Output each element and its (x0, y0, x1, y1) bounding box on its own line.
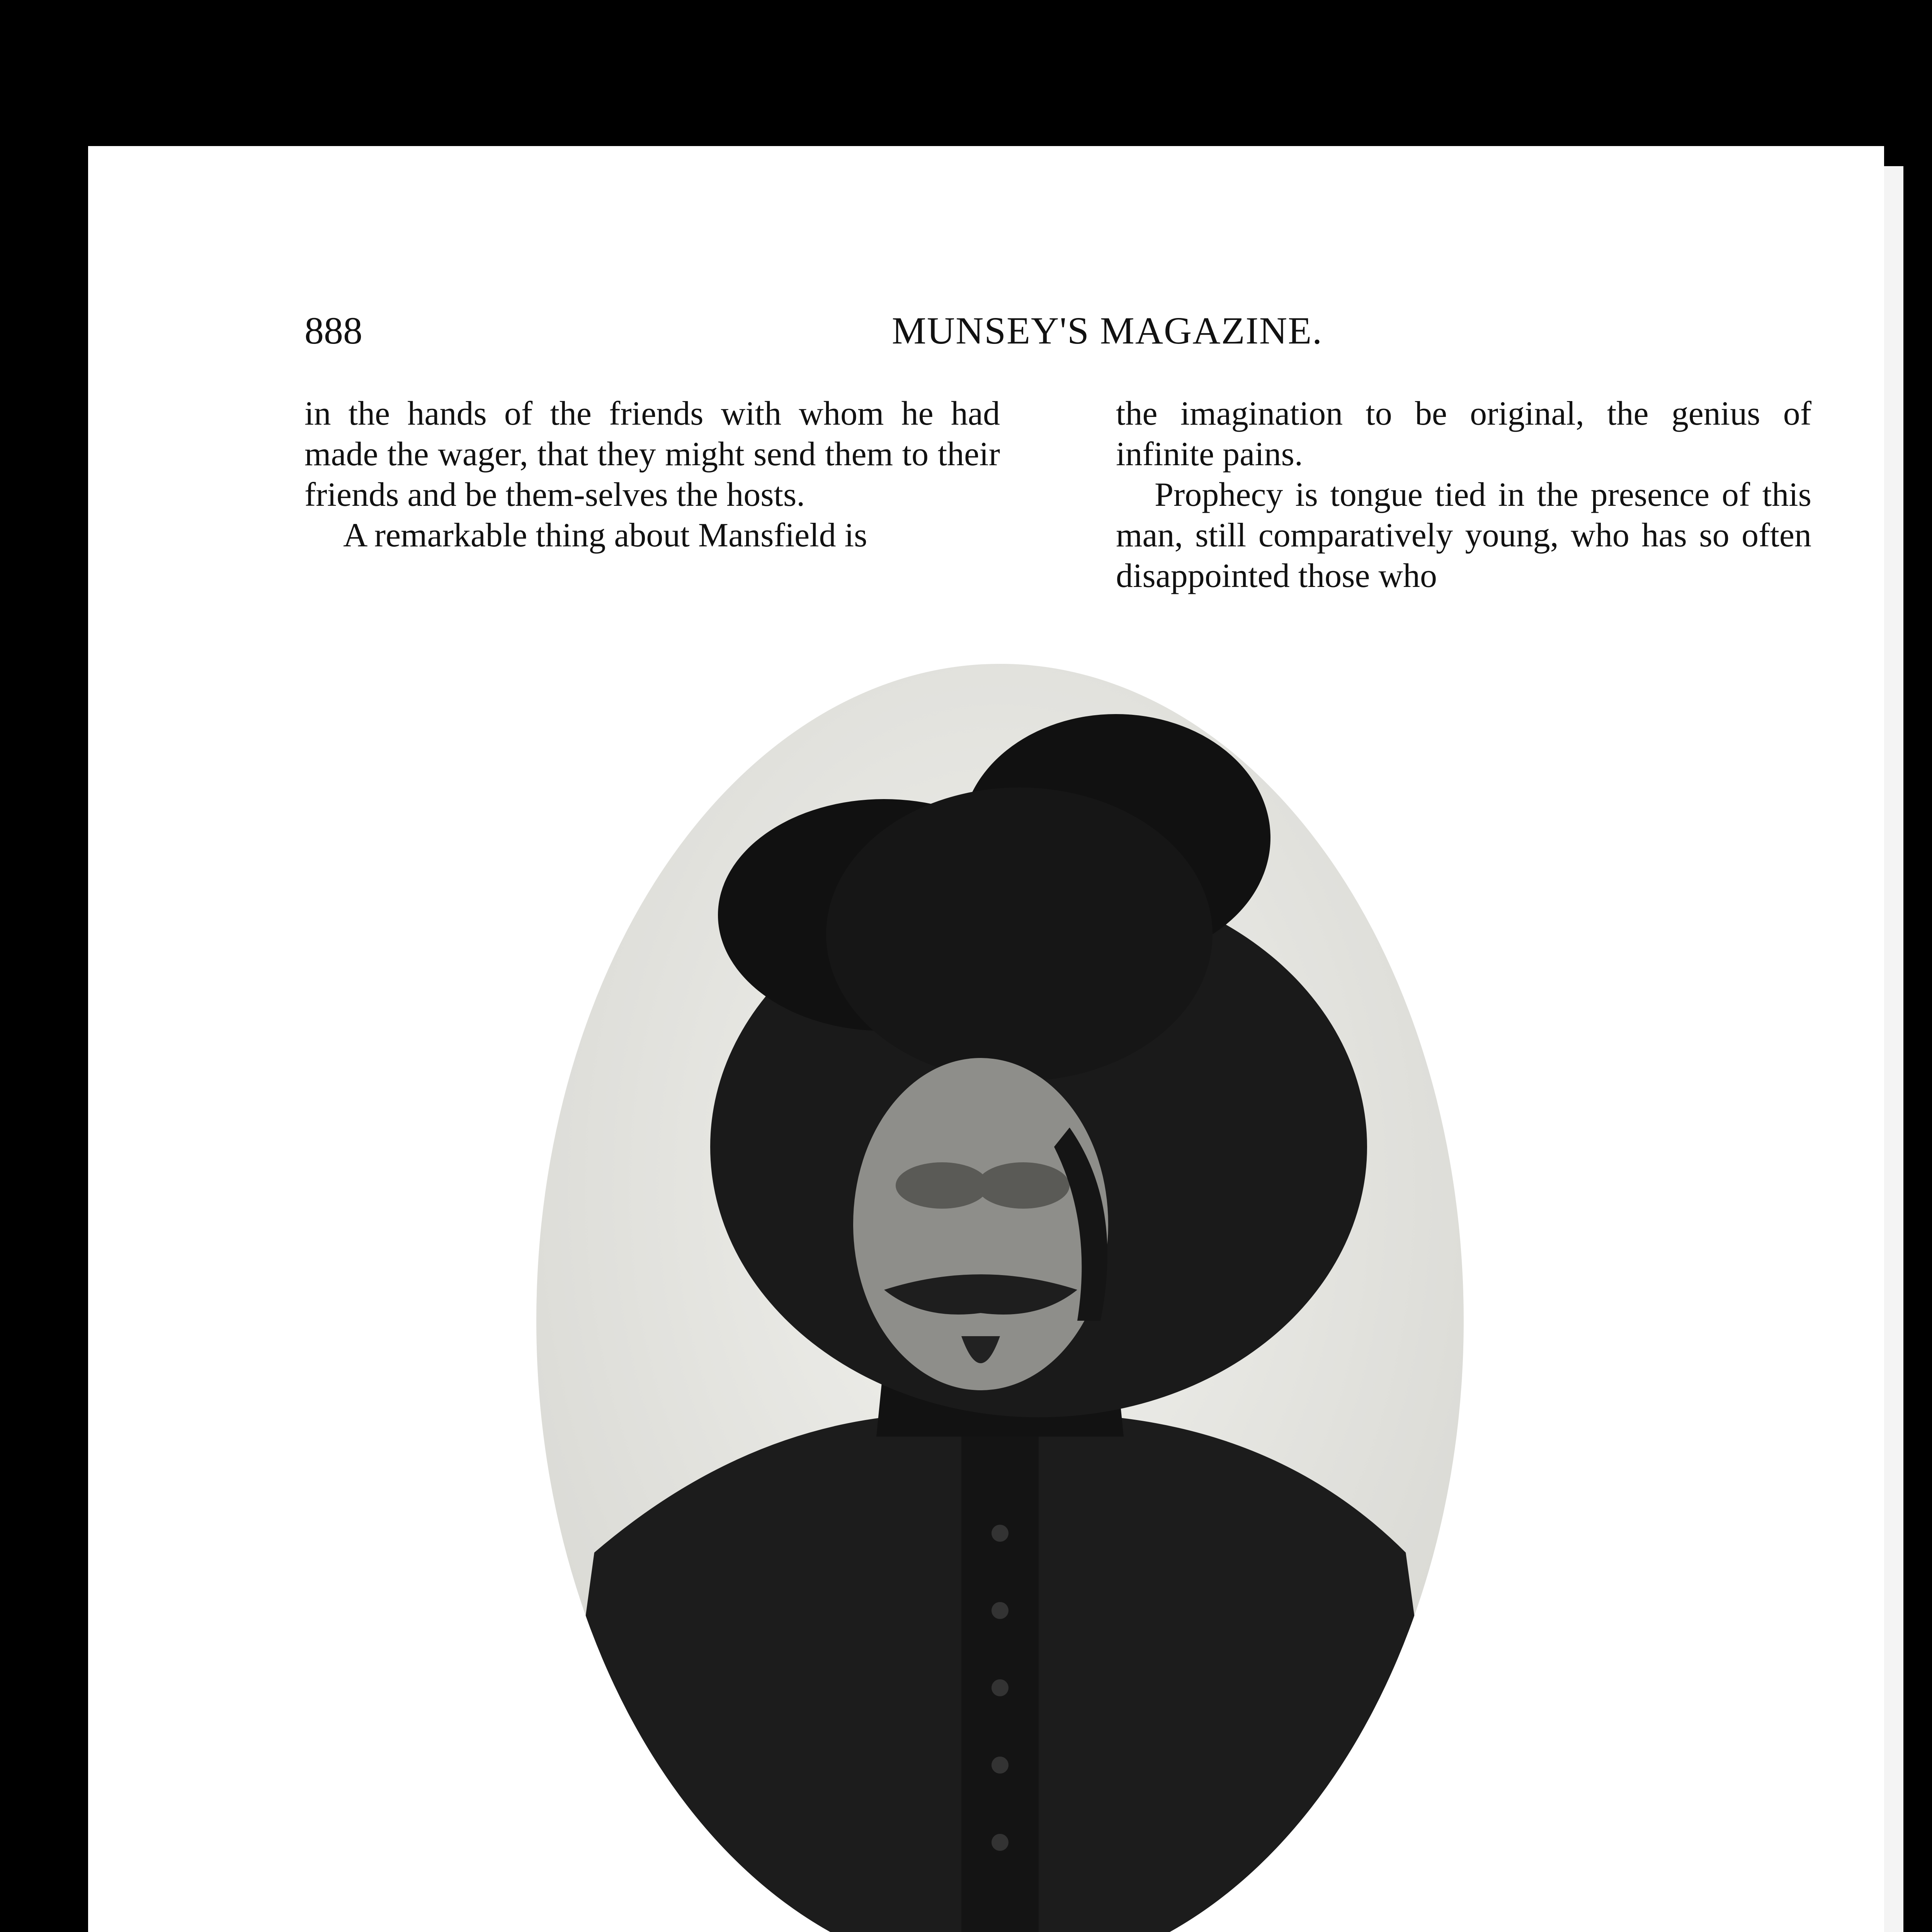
magazine-page (88, 146, 1884, 1932)
running-title: MUNSEY'S MAGAZINE. (892, 309, 1323, 352)
cyrano-portrait-image (536, 664, 1464, 1932)
paragraph: Prophecy is tongue tied in the presence of this man, still comparatively young, who has so often disappointed those who (1116, 476, 1811, 595)
portrait-photograph (536, 664, 1464, 1932)
paragraph: in the hands of the friends with whom he had made the wager, that they might send them to their friends and be them-selves the hosts. (304, 395, 1000, 514)
adjacent-page-edge (1884, 166, 1903, 1932)
page-header (304, 308, 1835, 378)
top-left-column (304, 393, 1000, 556)
page-number: 888 (304, 309, 362, 352)
top-right-column (1116, 393, 1811, 596)
paragraph: A remarkable thing about Mansfield is (343, 517, 867, 554)
paragraph: the imagination to be original, the genius of infinite pains. (1116, 395, 1811, 473)
